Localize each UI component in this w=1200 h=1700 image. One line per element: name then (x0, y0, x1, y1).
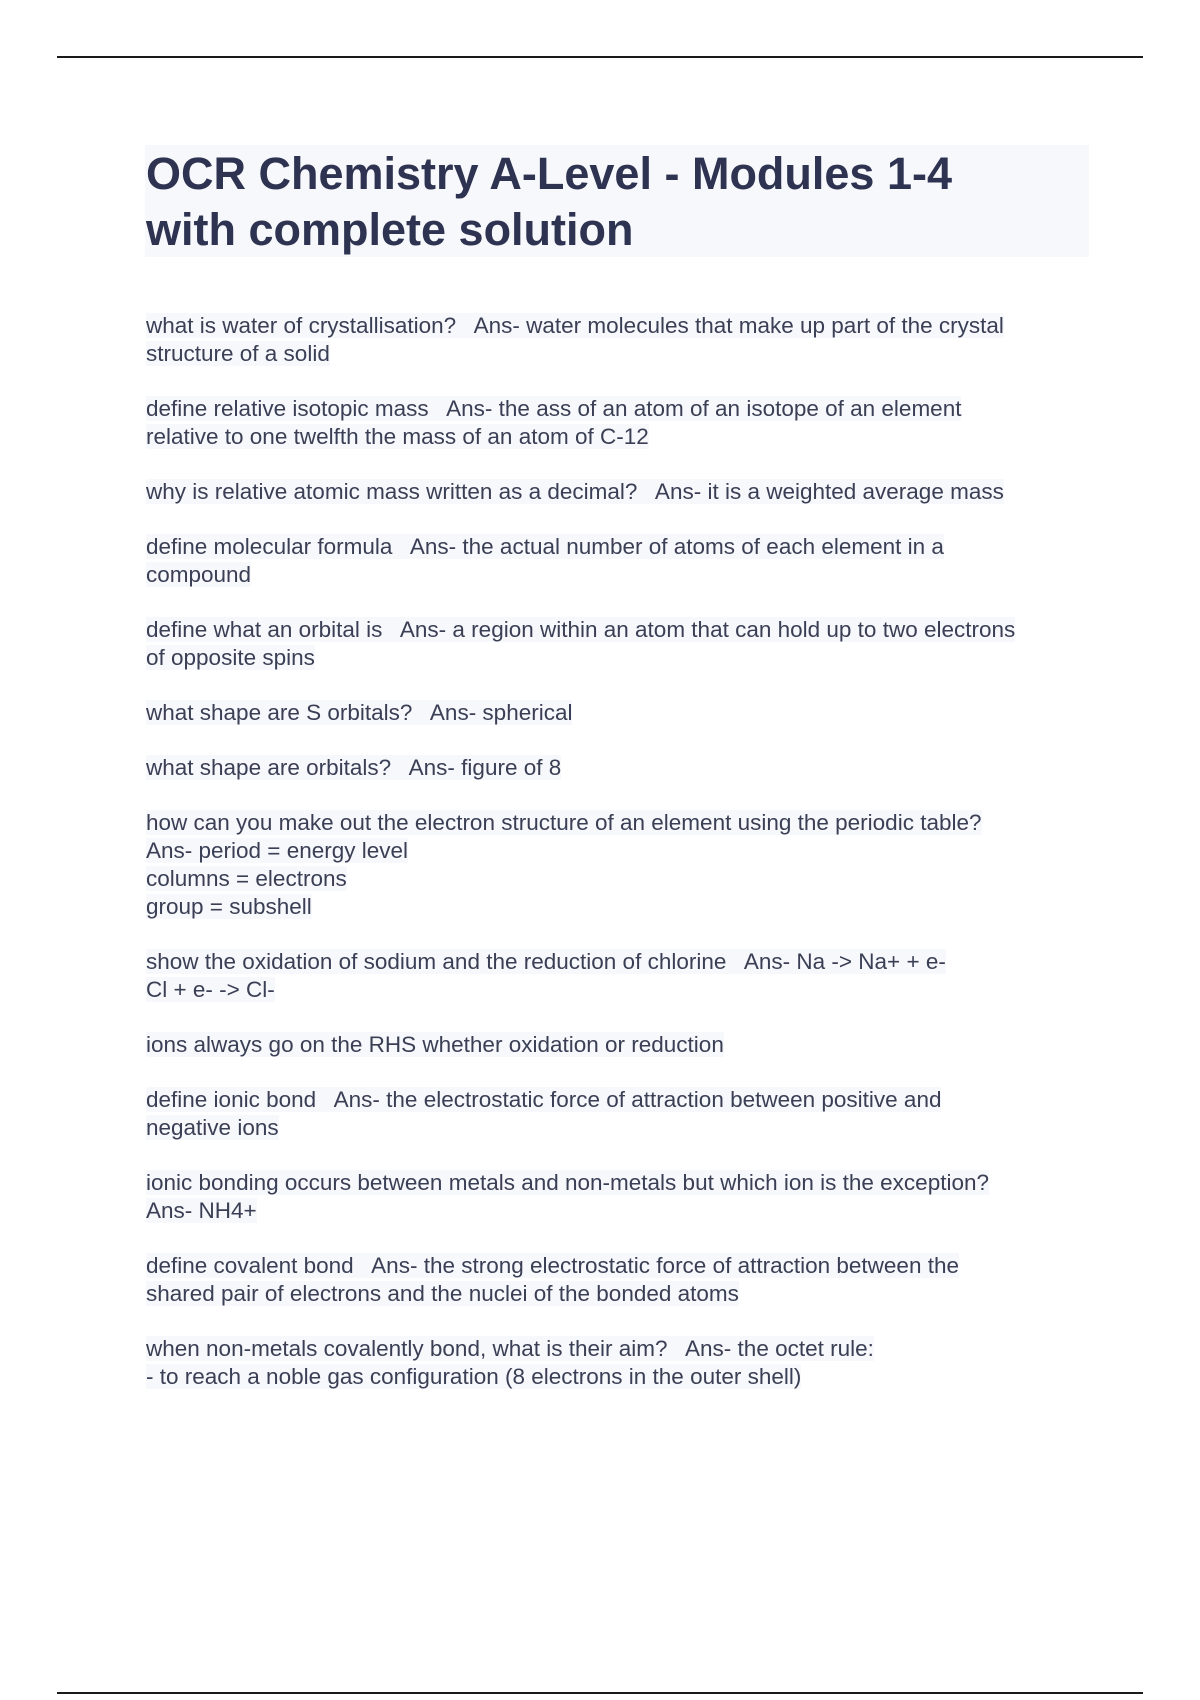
qa-entry (146, 1031, 1096, 1059)
qa-entry (146, 478, 1096, 506)
bottom-divider (57, 1692, 1143, 1694)
qa-entry (146, 699, 1096, 727)
qa-line: what shape are S orbitals? Ans- spherical (146, 700, 573, 725)
qa-line: what is water of crystallisation? Ans- water molecules that make up part of the crystal (146, 313, 1004, 338)
qa-line: group = subshell (146, 894, 312, 919)
qa-line: ions always go on the RHS whether oxidation or reduction (146, 1032, 724, 1057)
qa-entry (146, 395, 1096, 451)
qa-line: Cl + e- -> Cl- (146, 977, 275, 1002)
qa-line: how can you make out the electron structure of an element using the periodic table? (146, 810, 982, 835)
qa-entry (146, 809, 1096, 921)
qa-line: - to reach a noble gas configuration (8 electrons in the outer shell) (146, 1364, 802, 1389)
qa-line: columns = electrons (146, 866, 347, 891)
qa-entry (146, 616, 1096, 672)
qa-line: compound (146, 562, 252, 587)
title-line: with complete solution (146, 204, 634, 255)
qa-line: when non-metals covalently bond, what is their aim? Ans- the octet rule: (146, 1336, 874, 1361)
qa-line: Ans- period = energy level (146, 838, 409, 863)
title-line: OCR Chemistry A-Level - Modules 1-4 (146, 148, 953, 199)
document-title (146, 146, 1086, 258)
qa-line: show the oxidation of sodium and the reduction of chlorine Ans- Na -> Na+ + e- (146, 949, 946, 974)
qa-line: ionic bonding occurs between metals and non-metals but which ion is the exception? (146, 1170, 990, 1195)
qa-line: shared pair of electrons and the nuclei of the bonded atoms (146, 1281, 739, 1306)
qa-line: define molecular formula Ans- the actual number of atoms of each element in a (146, 534, 944, 559)
qa-entry (146, 1086, 1096, 1142)
qa-entry (146, 948, 1096, 1004)
qa-line: Ans- NH4+ (146, 1198, 257, 1223)
qa-line: define what an orbital is Ans- a region within an atom that can hold up to two electrons (146, 617, 1016, 642)
qa-entry (146, 1335, 1096, 1391)
qa-line: relative to one twelfth the mass of an atom of C-12 (146, 424, 649, 449)
qa-list (146, 312, 1096, 1418)
qa-entry (146, 1169, 1096, 1225)
qa-entry (146, 1252, 1096, 1308)
top-divider (57, 56, 1143, 58)
qa-line: define covalent bond Ans- the strong electrostatic force of attraction between the (146, 1253, 959, 1278)
qa-line: what shape are orbitals? Ans- figure of 8 (146, 755, 562, 780)
qa-line: define ionic bond Ans- the electrostatic force of attraction between positive and (146, 1087, 942, 1112)
qa-line: structure of a solid (146, 341, 330, 366)
qa-line: negative ions (146, 1115, 279, 1140)
qa-line: of opposite spins (146, 645, 315, 670)
qa-entry (146, 533, 1096, 589)
qa-entry (146, 312, 1096, 368)
qa-line: define relative isotopic mass Ans- the ass of an atom of an isotope of an element (146, 396, 962, 421)
qa-entry (146, 754, 1096, 782)
qa-line: why is relative atomic mass written as a decimal? Ans- it is a weighted average mass (146, 479, 1004, 504)
